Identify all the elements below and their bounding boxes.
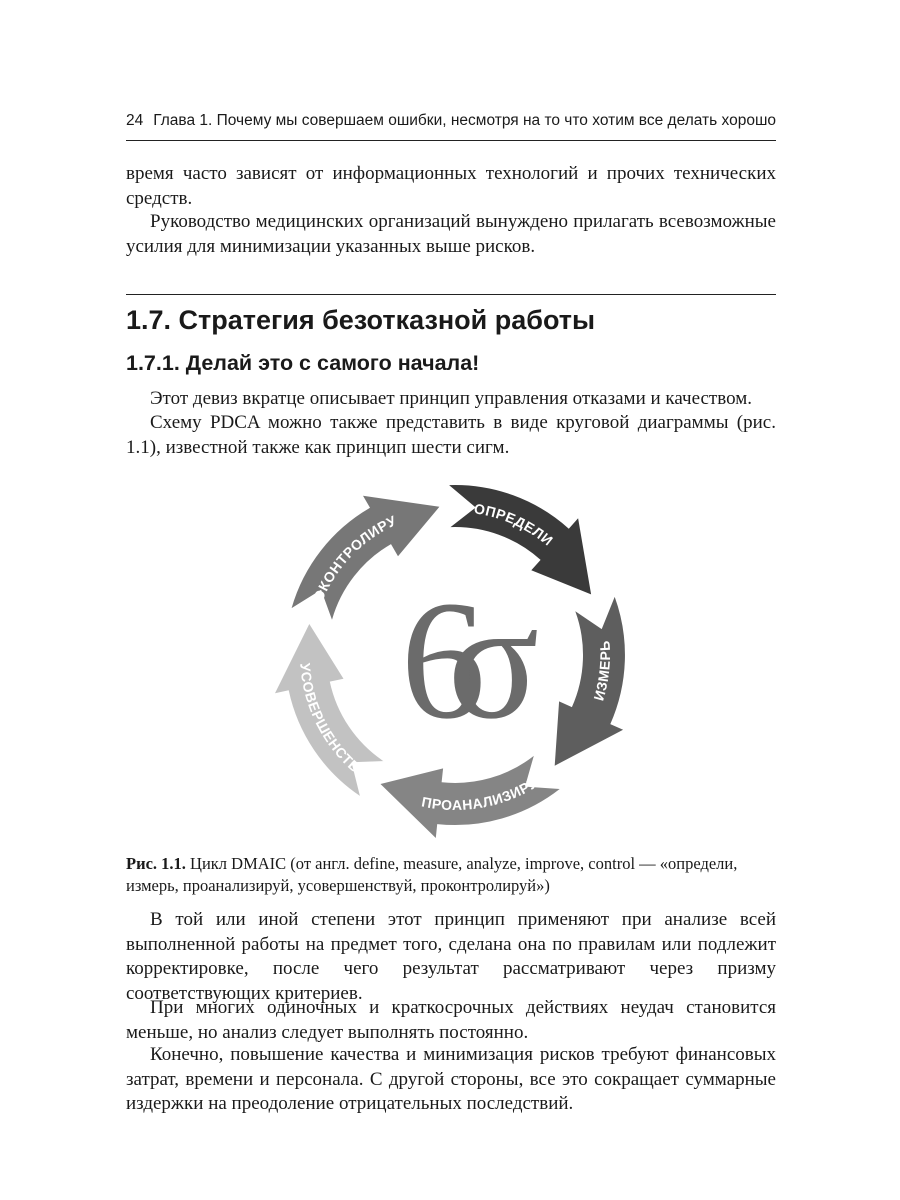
cycle-label-измерь: ИЗМЕРЬ [590, 639, 614, 703]
paragraph: Руководство медицинских организаций вынуждено прилагать всевозможные усилия для минимизации указанных выше рисков. [126, 211, 776, 257]
chapter-title: Глава 1. Почему мы совершаем ошибки, несмотря на то что хотим все делать хорошо [153, 112, 776, 129]
caption-text: Цикл DMAIC (от англ. define, measure, analyze, improve, control — «определи, измерь, проанализируй, усовершенствуй, проконтролируй») [126, 854, 738, 895]
dmaic-diagram [270, 470, 640, 840]
header-rule [126, 140, 776, 141]
paragraph: При многих одиночных и краткосрочных действиях неудач становится меньше, но анализ следует выполнять постоянно. [126, 997, 776, 1043]
six-sigma-symbol: 6σ [400, 566, 502, 754]
page-number: 24 [126, 112, 144, 129]
paragraph: Схему PDCA можно также представить в виде круговой диаграммы (рис. 1.1), известной также как принцип шести сигм. [126, 412, 776, 458]
section-title: 1.7. Стратегия безотказной работы [126, 305, 596, 335]
cycle-arrow-2 [555, 597, 625, 766]
subsection-title: 1.7.1. Делай это с самого начала! [126, 351, 480, 375]
paragraph: Этот девиз вкратце описывает принцип управления отказами и качеством. [150, 388, 752, 409]
cycle-label-проконтролируй: РОКОНТРОЛИРУ [306, 512, 399, 613]
section-rule [126, 294, 776, 295]
paragraph: В той или иной степени этот принцип применяют при анализе всей выполненной работы на предмет того, сделана она по правилам или подлежит корректировке, после чего результат рассматривают через призму соответствующих критериев. [126, 909, 776, 1004]
running-head [126, 112, 776, 136]
cycle-label-усовершенствуй: УСОВЕРШЕНСТВУЙ [297, 662, 378, 788]
cycle-label-определи: ОПРЕДЕЛИ [472, 500, 557, 549]
paragraph-continuation: время часто зависят от информационных технологий и прочих технических средств. [126, 163, 776, 209]
dmaic-cycle-svg [270, 470, 640, 840]
figure-caption [126, 853, 776, 897]
paragraph: Конечно, повышение качества и минимизация рисков требуют финансовых затрат, времени и персонала. С другой стороны, все это сокращает суммарные издержки на преодоление отрицательных последствий. [126, 1044, 776, 1114]
cycle-label-проанализируй: ПРОАНАЛИЗИРУЙ [420, 768, 550, 814]
caption-label: Рис. 1.1. [126, 854, 186, 873]
